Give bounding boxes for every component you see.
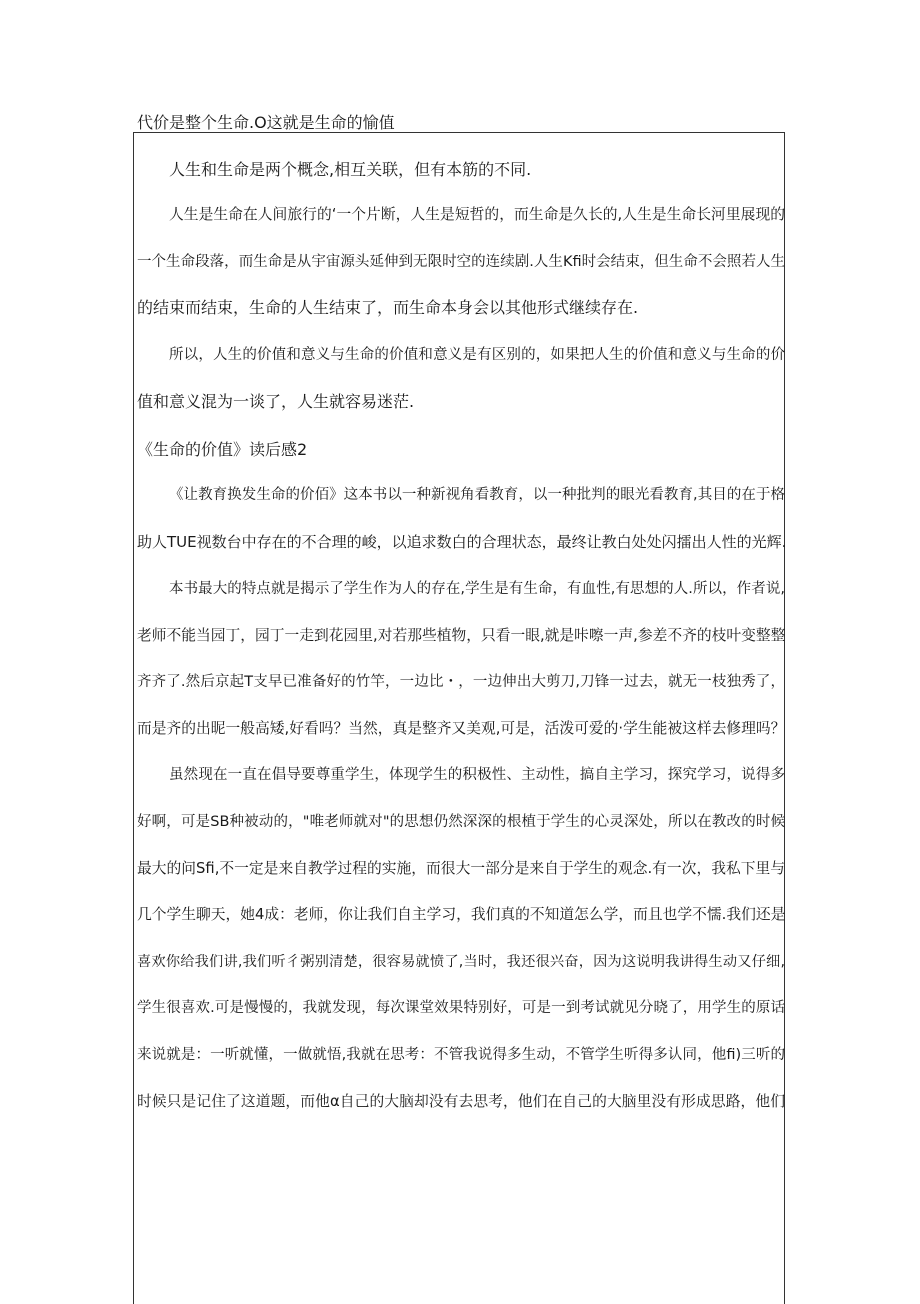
text-line: 人生是生命在人间旅行的‘一个片断，人生是短哲的，而生命是久长的,人生是生命长河里展现的 xyxy=(169,206,785,223)
text-line: 学生很喜欢.可是慢慢的，我就发现，每次课堂效果特别好，可是一到考试就见分晓了，用学生的原话 xyxy=(137,1000,785,1016)
text-line: 最大的问Sfi,不一定是来自教学过程的实施，而很大一部分是来自于学生的观念.有一次，我私下里与 xyxy=(137,860,785,877)
text-line: 几个学生聊天，她4成：老师，你让我们自主学习，我们真的不知道怎么学，而且也学不懦.我们还是 xyxy=(137,906,786,923)
text-line: 来说就是：一听就懂，一做就悟,我就在思考：不管我说得多生动，不管学生听得多认同，他fi)三听的 xyxy=(137,1047,785,1063)
text-line: 《让教育换发生命的价佰》这本书以一种新视角看教育，以一种批判的眼光看教育,其目的在于格 xyxy=(169,487,785,503)
top-text-line: 代价是整个生命.O这就是生命的愉值 xyxy=(137,113,395,132)
text-line: 人生和生命是两个概念,相互关联，但有本筋的不同. xyxy=(169,160,532,179)
section-heading: 《生命的价值》读后感2 xyxy=(137,440,308,459)
text-line: 而是齐的出昵一般高矮,好看吗？当然，真是整齐又美观,可是，活泼可爱的·学生能被这样去修理吗？ xyxy=(137,720,786,737)
text-line: 助人TUE视数台中存在的不合理的峻，以追求数白的合理状态，最终让教白处处闪擂出人性的光辉. xyxy=(137,533,787,551)
text-line: 好啊，可是SB种被动的，"唯老师就对"的思想仍然深深的根植于学生的心灵深处，所以在教改的时候 xyxy=(137,814,785,830)
text-line: 值和意义混为一谈了，人生就容易迷茫. xyxy=(137,392,415,411)
text-line: 本书最大的特点就是揭示了学生作为人的存在,学生是有生命，有血性,有思想的人.所以，作者说, xyxy=(169,581,785,597)
text-line: 的结束而结束，生命的人生结束了，而生命本身会以其他形式继续存在. xyxy=(137,298,639,317)
text-line: 齐齐了.然后京起T支早已准备好的竹竿，一边比・，一边伸出大剪刀,刀锋一过去，就无一枝独秀了， xyxy=(137,674,785,690)
text-line: 所以，人生的价值和意义与生命的价值和意义是有区别的，如果把人生的价值和意义与生命的价 xyxy=(169,347,785,363)
text-line: 时候只是记住了这道题，而他α自己的大脑却没有去思考，他们在自己的大脑里没有形成思路，他们 xyxy=(137,1093,785,1110)
text-line: 老师不能当园丁，园丁一走到花园里,对若那些植物，只看一眼,就是咔嚓一声,参差不齐的枝叶变整整 xyxy=(137,627,786,644)
text-line: 虽然现在一直在倡导要尊重学生，体现学生的积极性、主动性，搞自主学习，探究学习，说得多 xyxy=(169,767,785,783)
text-line: 喜欢你给我们讲,我们听彳粥别清楚，很容易就愤了,当时，我还很兴奋，因为这说明我讲得生动又仔细, xyxy=(137,954,785,970)
text-line: 一个生命段落，而生命是从宇宙源头延伸到无限时空的连续剧.人生Kfi时会结束，但生命不会照若人生 xyxy=(137,254,785,270)
